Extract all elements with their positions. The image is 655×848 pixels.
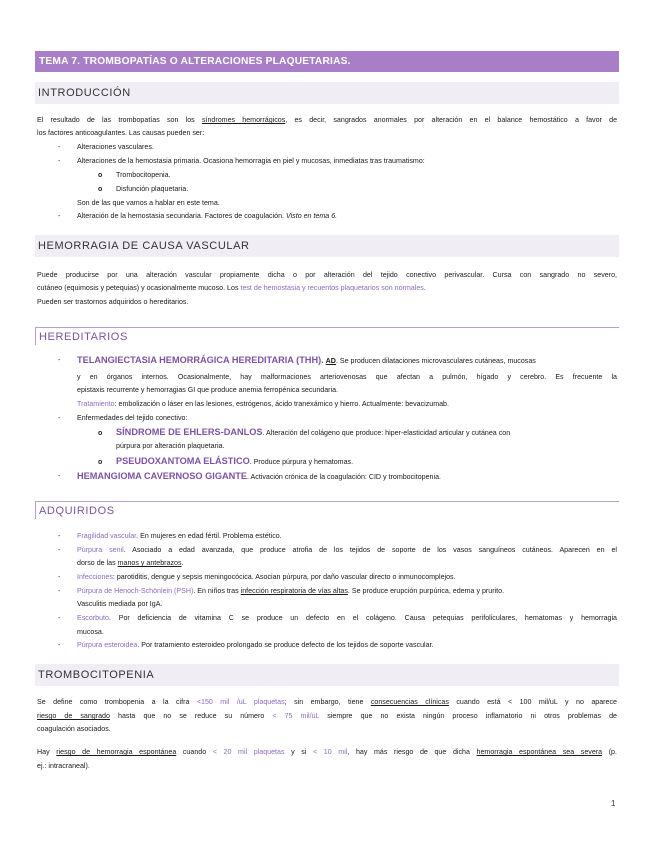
subsection-heading-adquiridos: ADQUIRIDOS [35,501,619,519]
ehlers-danlos-line1: SÍNDROME DE EHLERS-DANLOS. Alteración del colágeno que produce: hiper-elasticidad articular y cutánea con [116,427,511,437]
bullet-dash: - [58,588,61,595]
section-heading-vascular: HEMORRAGIA DE CAUSA VASCULAR [35,235,619,257]
section-heading-trombocitopenia: TROMBOCITOPENIA [35,664,619,686]
intro-paragraph-line1: El resultado de las trombopatías son los síndromes hemorrágicos, es decir, sangrados anormales por alteración en el balance hemostático a favor de [37,116,618,124]
tejido-conectivo-label: Enfermedades del tejido conectivo: [77,414,188,422]
section-heading-introduccion: INTRODUCCIÓN [35,82,619,104]
document-title: TEMA 7. TROMBOPATÍAS O ALTERACIONES PLAQUETARIAS. [35,51,619,72]
trombo-paragraph-line3: coagulación asociados. [37,725,111,733]
intro-subitem-disfuncion: Disfunción plaquetaria. [116,185,189,193]
bullet-dash: - [58,533,61,540]
trombo-paragraph-line1: Se define como trombopenia a la cifra <150 mil /uL plaquetas; sin embargo, tiene consecuencias clínicas cuando está < 100 mil/uL y no aparece [37,698,617,706]
page-number: 1 [611,799,616,808]
adquirido-escorbuto-line1: Escorbuto. Por deficiencia de vitamina C se produce un defecto en el colágeno. Causa petequias perifoliculares, hematomas y hemorragia [77,614,617,622]
adquirido-psh-line1: Púrpura de Henoch-Schönlein (PSH). En niños tras infección respiratoria de vías altas. Se produce erupción purpúrica, edema y prurito. [77,587,505,595]
ehlers-danlos-line2: púrpura por alteración plaquetaria. [116,442,225,450]
bullet-circle: o [98,459,103,466]
thh-tratamiento: Tratamiento: embolización o láser en las lesiones, estrógenos, ácido tranexámico y hierro. Actualmente: bevacizumab. [77,400,449,408]
vascular-paragraph-line2: cutáneo (equimosis y petequias) y ocasionalmente mucoso. Los test de hemostasia y recuentos plaquetarios son normales. [37,284,426,292]
bullet-dash: - [58,547,61,554]
trombo-paragraph-line2: riesgo de sangrado hasta que no se reduce su número < 75 mil/uL siempre que no exista ningún proceso inflamatorio ni otros problemas de [37,712,618,720]
vascular-paragraph-line3: Pueden ser trastornos adquiridos o hereditarios. [37,298,189,306]
adquirido-purpura-senil-line1: Púrpura senil. Asociado a edad avanzada, que produce atrofia de los tejidos de soporte de los vasos sanguíneos cutáneos. Aparecen en el [77,546,617,554]
intro-subitem-trombocitopenia: Trombocitopenia. [116,171,171,179]
bullet-dash: - [58,574,61,581]
bullet-dash: - [58,642,61,649]
vascular-paragraph-line1: Puede producirse por una alteración vascular propiamente dicha o por alteración del tejido conectivo perivascular. Cursa con sangrado no severo, [37,271,617,279]
adquirido-escorbuto-line2: mucosa. [77,628,104,636]
bullet-dash: - [58,213,61,220]
thh-line3: epistaxis recurrente y hemorragias GI que produce anemia ferropénica secundaria. [77,386,339,394]
hemangioma-item: HEMANGIOMA CAVERNOSO GIGANTE. Activación crónica de la coagulación: CID y trombocitopenia. [77,471,441,481]
intro-paragraph-line2: los factores anticoagulantes. Las causas pueden ser: [37,129,205,137]
trombo-paragraph2-line1: Hay riesgo de hemorragia espontánea cuando < 20 mil plaquetas y si < 10 mil, hay más riesgo de que dicha hemorragia espontánea sea severa (p. [37,748,617,756]
bullet-dash: - [58,357,61,364]
subsection-heading-hereditarios: HEREDITARIOS [35,327,619,345]
intro-note: Son de las que vamos a hablar en este tema. [77,199,220,207]
bullet-circle: o [98,430,103,437]
adquirido-fragilidad: Fragilidad vascular. En mujeres en edad fértil. Problema estético. [77,532,282,540]
bullet-dash: - [58,144,61,151]
adquirido-infecciones: Infecciones: parotiditis, dengue y sepsis meningocócica. Asocian púrpura, por daño vascular directo o inmunocomplejos. [77,573,456,581]
bullet-dash: - [58,473,61,480]
bullet-circle: o [98,186,103,193]
intro-item-hemostasia-primaria: Alteraciones de la hemostasia primaria. Ocasiona hemorragia en piel y mucosas, inmediatas tras traumatismo: [77,157,425,165]
bullet-dash: - [58,615,61,622]
bullet-dash: - [58,415,61,422]
bullet-circle: o [98,172,103,179]
intro-item-hemostasia-secundaria: Alteración de la hemostasia secundaria. Factores de coagulación. Visto en tema 6. [77,212,338,220]
trombo-paragraph2-line2: ej.: intracraneal). [37,762,90,770]
intro-item-vasculares: Alteraciones vasculares. [77,143,154,151]
pseudoxantoma-item: PSEUDOXANTOMA ELÁSTICO. Produce púrpura y hematomas. [116,456,354,466]
adquirido-psh-line2: Vasculitis mediada por IgA. [77,600,163,608]
adquirido-purpura-esteroidea: Púrpura esteroidea. Por tratamiento esteroideo prolongado se produce defecto de los tejidos de soporte vascular. [77,641,434,649]
bullet-dash: - [58,158,61,165]
thh-line1: TELANGIECTASIA HEMORRÁGICA HEREDITARIA (THH). AD. Se producen dilataciones microvasculares cutáneas, mucosas [77,355,536,365]
thh-line2: y en órganos internos. Ocasionalmente, hay malformaciones arteriovenosas que afectan a pulmón, hígado y cerebro. Es frecuente la [77,373,617,381]
adquirido-purpura-senil-line2: dorso de las manos y antebrazos. [77,559,184,567]
